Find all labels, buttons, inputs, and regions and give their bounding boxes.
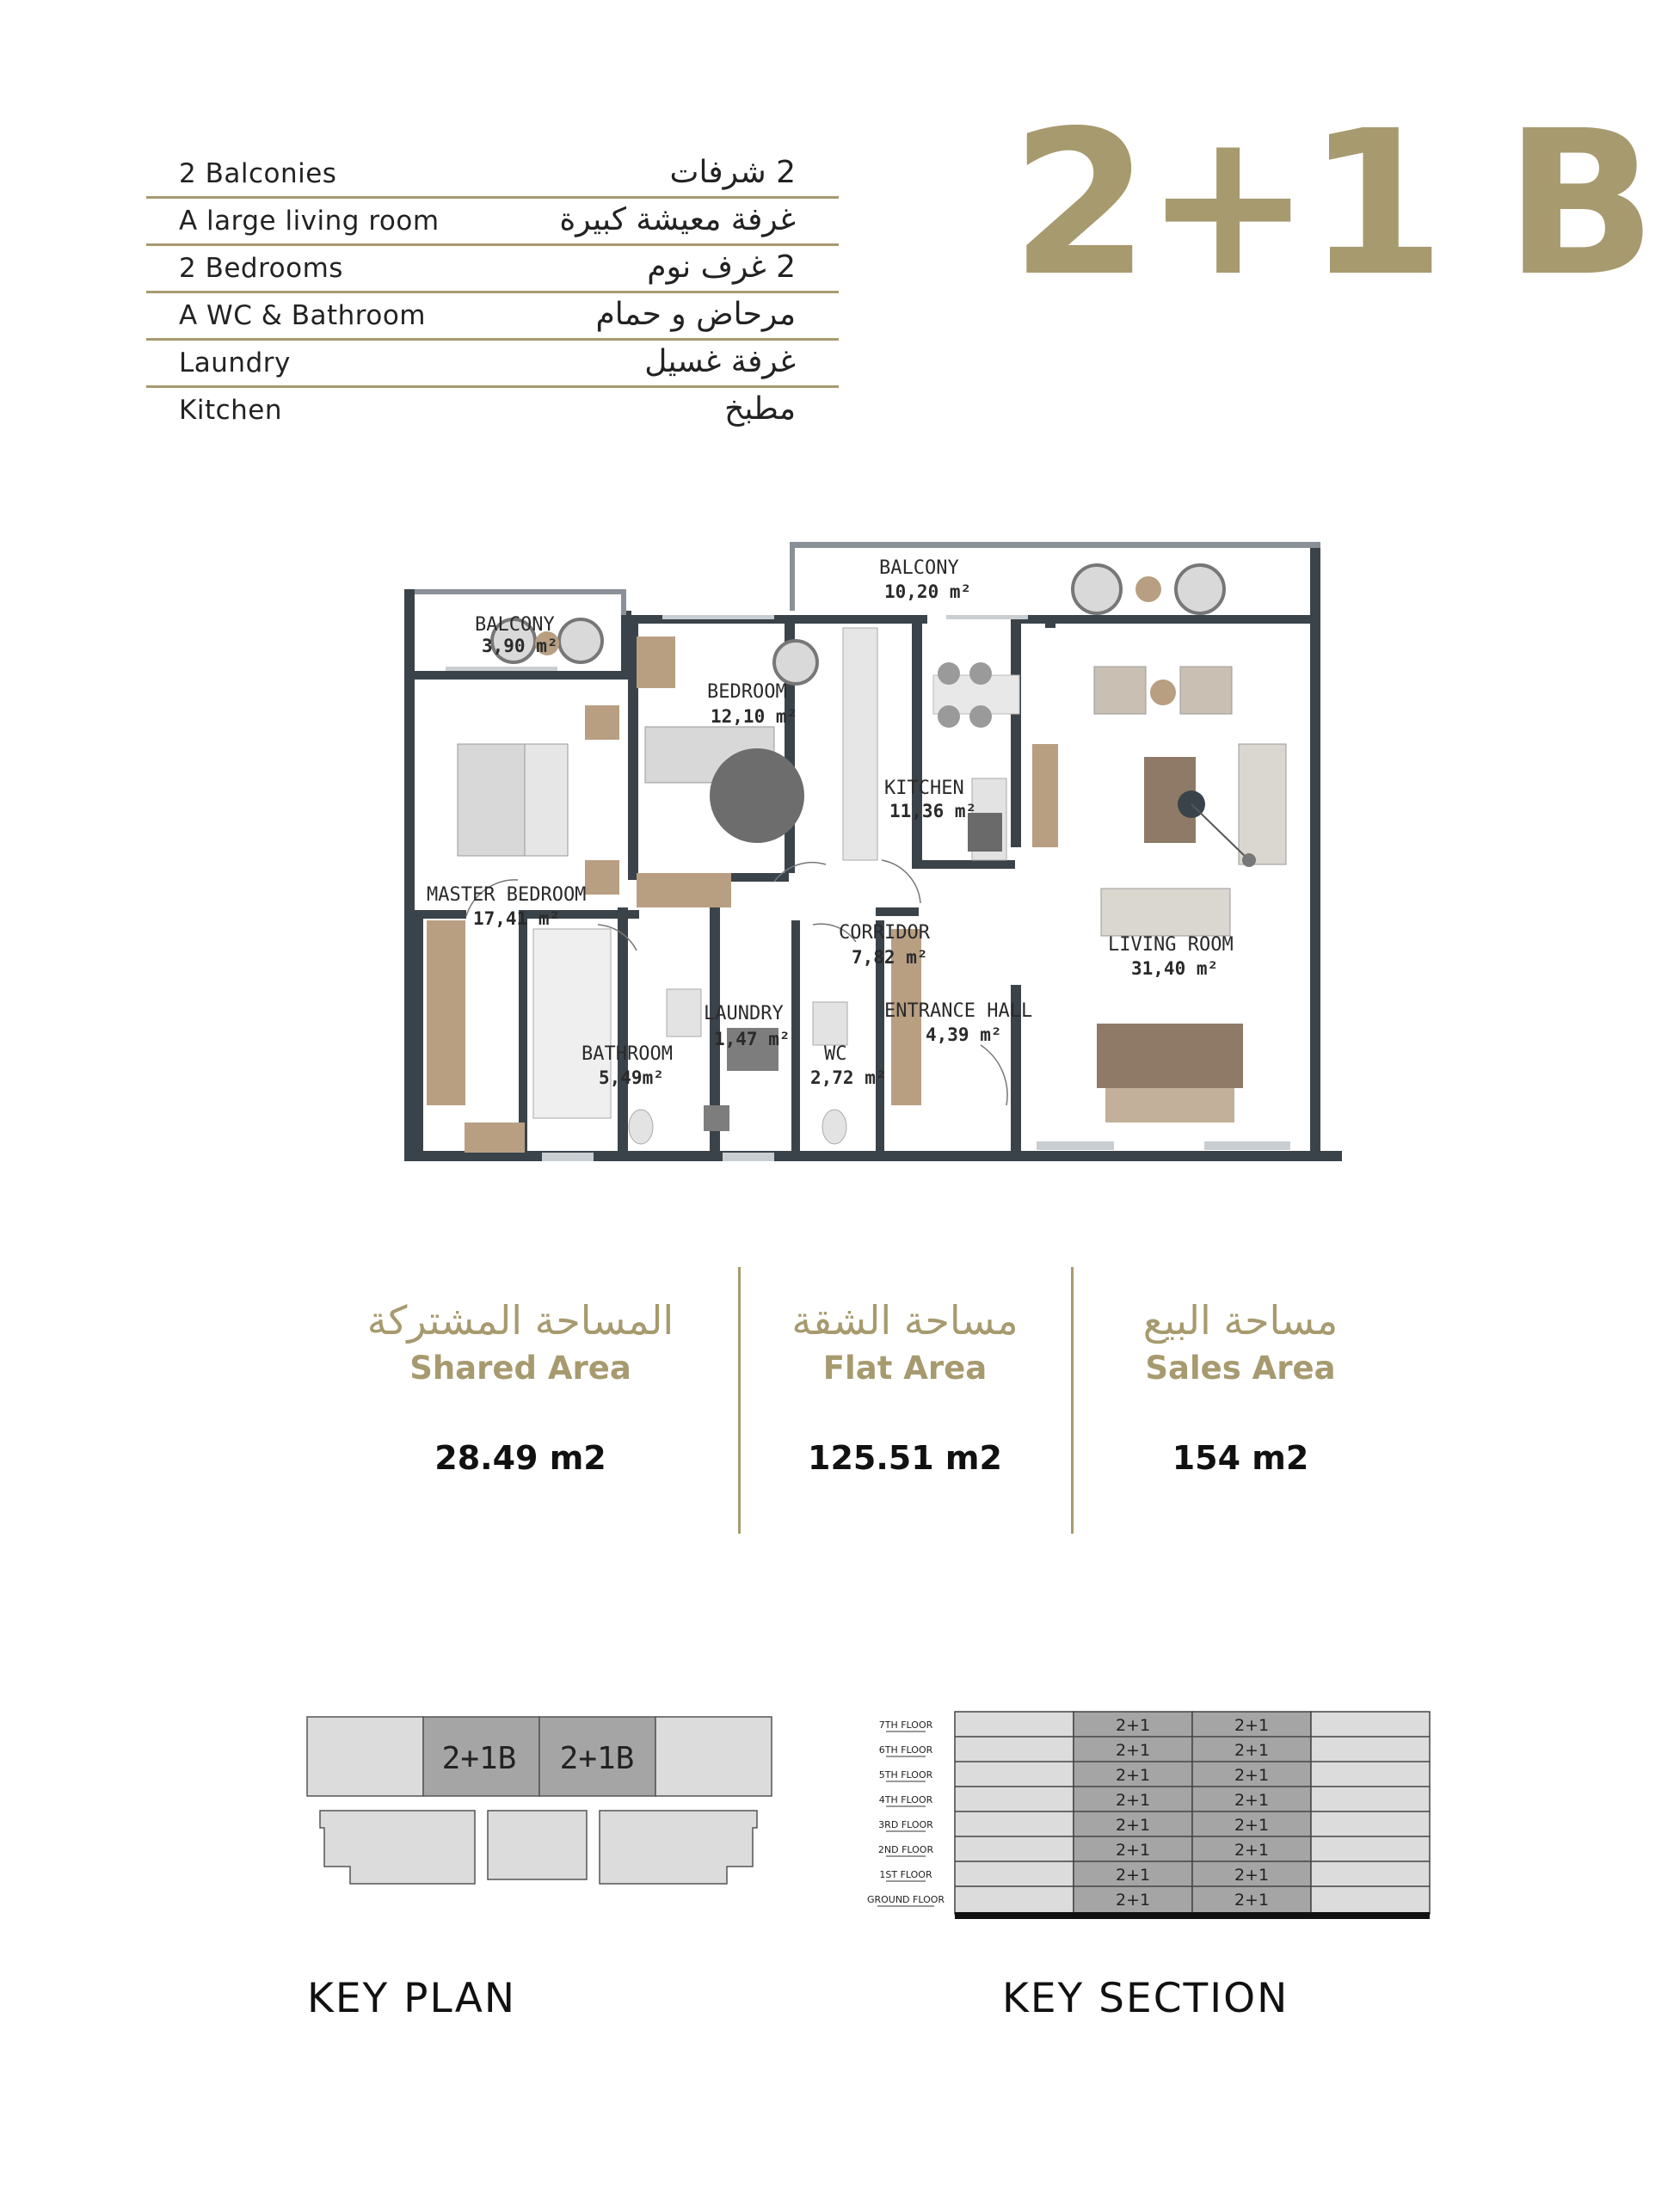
feature-en: A WC & Bathroom — [179, 300, 426, 331]
key-plan-caption: KEY PLAN — [307, 1975, 517, 2022]
room-area-balcony-small: 3,90 m² — [482, 636, 558, 656]
room-name-corridor: CORRIDOR — [839, 922, 930, 944]
floor-labels — [867, 1719, 945, 1905]
key-section-caption: KEY SECTION — [1002, 1975, 1289, 2022]
flat-area-ar: مساحة الشقة — [791, 1297, 1018, 1344]
floor-label: 6TH FLOOR — [878, 1744, 933, 1756]
feature-en: Kitchen — [179, 395, 283, 426]
room-name-balcony-large: BALCONY — [879, 557, 959, 579]
room-area-wc: 2,72 m² — [810, 1067, 887, 1088]
section-cell: 2+1 — [1115, 1866, 1151, 1885]
key-plan-unit-a: 2+1B — [441, 1741, 517, 1776]
feature-row — [146, 388, 839, 433]
section-cell: 2+1 — [1115, 1791, 1151, 1810]
section-cell: 2+1 — [1234, 1816, 1270, 1835]
section-cell: 2+1 — [1115, 1816, 1151, 1835]
section-cell: 2+1 — [1115, 1841, 1151, 1860]
room-name-balcony-small: BALCONY — [475, 614, 555, 636]
key-plan-unit-b: 2+1B — [559, 1741, 635, 1776]
feature-ar: غرفة غسيل — [644, 344, 796, 379]
feature-row — [146, 246, 839, 293]
feature-row — [146, 341, 839, 388]
room-name-entrance-hall: ENTRANCE HALL — [884, 1000, 1033, 1022]
unit-title: 2+1 B — [1011, 88, 1652, 320]
room-area-kitchen: 11,36 m² — [889, 801, 977, 821]
floor-label: 2ND FLOOR — [877, 1844, 934, 1855]
room-name-wc: WC — [824, 1043, 847, 1065]
feature-row — [146, 199, 839, 246]
room-area-laundry: 1,47 m² — [714, 1029, 791, 1049]
room-area-bathroom: 5,49m² — [599, 1067, 664, 1088]
key-section — [852, 1707, 1437, 1931]
feature-en: 2 Balconies — [179, 158, 337, 189]
floor-label: GROUND FLOOR — [866, 1894, 945, 1905]
feature-ar: 2 شرفات — [669, 155, 796, 190]
feature-en: Laundry — [179, 348, 291, 378]
section-cell: 2+1 — [1234, 1891, 1270, 1910]
feature-ar: مطبخ — [724, 391, 796, 427]
floor-label: 4TH FLOOR — [878, 1794, 933, 1805]
sales-area-value: 154 m2 — [1172, 1439, 1309, 1477]
section-cell: 2+1 — [1115, 1741, 1151, 1760]
room-name-laundry: LAUNDRY — [704, 1003, 784, 1024]
room-name-bathroom: BATHROOM — [582, 1043, 673, 1065]
room-name-living-room: LIVING ROOM — [1108, 934, 1234, 956]
room-area-balcony-large: 10,20 m² — [884, 581, 972, 602]
section-cell: 2+1 — [1234, 1791, 1270, 1810]
feature-row — [146, 293, 839, 341]
floor-label: 7TH FLOOR — [878, 1719, 933, 1731]
section-cell: 2+1 — [1234, 1866, 1270, 1885]
floor-label: 1ST FLOOR — [879, 1869, 932, 1880]
floor-label: 5TH FLOOR — [878, 1769, 933, 1781]
room-area-entrance-hall: 4,39 m² — [926, 1024, 1002, 1045]
section-cell: 2+1 — [1115, 1891, 1151, 1910]
feature-ar: غرفة معيشة كبيرة — [559, 202, 796, 237]
floor-plan — [378, 529, 1342, 1183]
shared-area-ar: المساحة المشتركة — [366, 1297, 674, 1344]
section-cell: 2+1 — [1234, 1741, 1270, 1760]
room-area-corridor: 7,82 m² — [852, 947, 928, 968]
room-name-master-bedroom: MASTER BEDROOM — [427, 884, 587, 906]
section-cell: 2+1 — [1115, 1766, 1151, 1785]
section-cell: 2+1 — [1234, 1716, 1270, 1735]
floor-label: 3RD FLOOR — [878, 1819, 933, 1830]
section-cell: 2+1 — [1234, 1766, 1270, 1785]
room-name-kitchen: KITCHEN — [884, 778, 964, 799]
feature-ar: 2 غرف نوم — [647, 249, 796, 285]
sales-area — [1060, 1295, 1421, 1477]
sales-area-ar: مساحة البيع — [1142, 1297, 1338, 1344]
room-area-living-room: 31,40 m² — [1131, 958, 1219, 979]
flat-area-en: Flat Area — [822, 1350, 988, 1387]
shared-area-value: 28.49 m2 — [434, 1439, 606, 1477]
shared-area — [340, 1295, 701, 1477]
section-cell: 2+1 — [1234, 1841, 1270, 1860]
shared-area-en: Shared Area — [409, 1350, 631, 1387]
sales-area-en: Sales Area — [1145, 1350, 1336, 1387]
feature-ar: مرحاض و حمام — [595, 297, 796, 332]
room-name-bedroom: BEDROOM — [707, 681, 787, 703]
feature-en: 2 Bedrooms — [179, 253, 343, 284]
feature-en: A large living room — [179, 206, 440, 237]
room-area-bedroom: 12,10 m² — [711, 706, 798, 727]
key-plan — [303, 1712, 774, 1918]
section-cell: 2+1 — [1115, 1716, 1151, 1735]
features-table — [146, 151, 839, 433]
flat-area — [724, 1295, 1086, 1477]
flat-area-value: 125.51 m2 — [808, 1439, 1002, 1477]
room-area-master-bedroom: 17,41 m² — [473, 908, 561, 929]
feature-row — [146, 151, 839, 199]
